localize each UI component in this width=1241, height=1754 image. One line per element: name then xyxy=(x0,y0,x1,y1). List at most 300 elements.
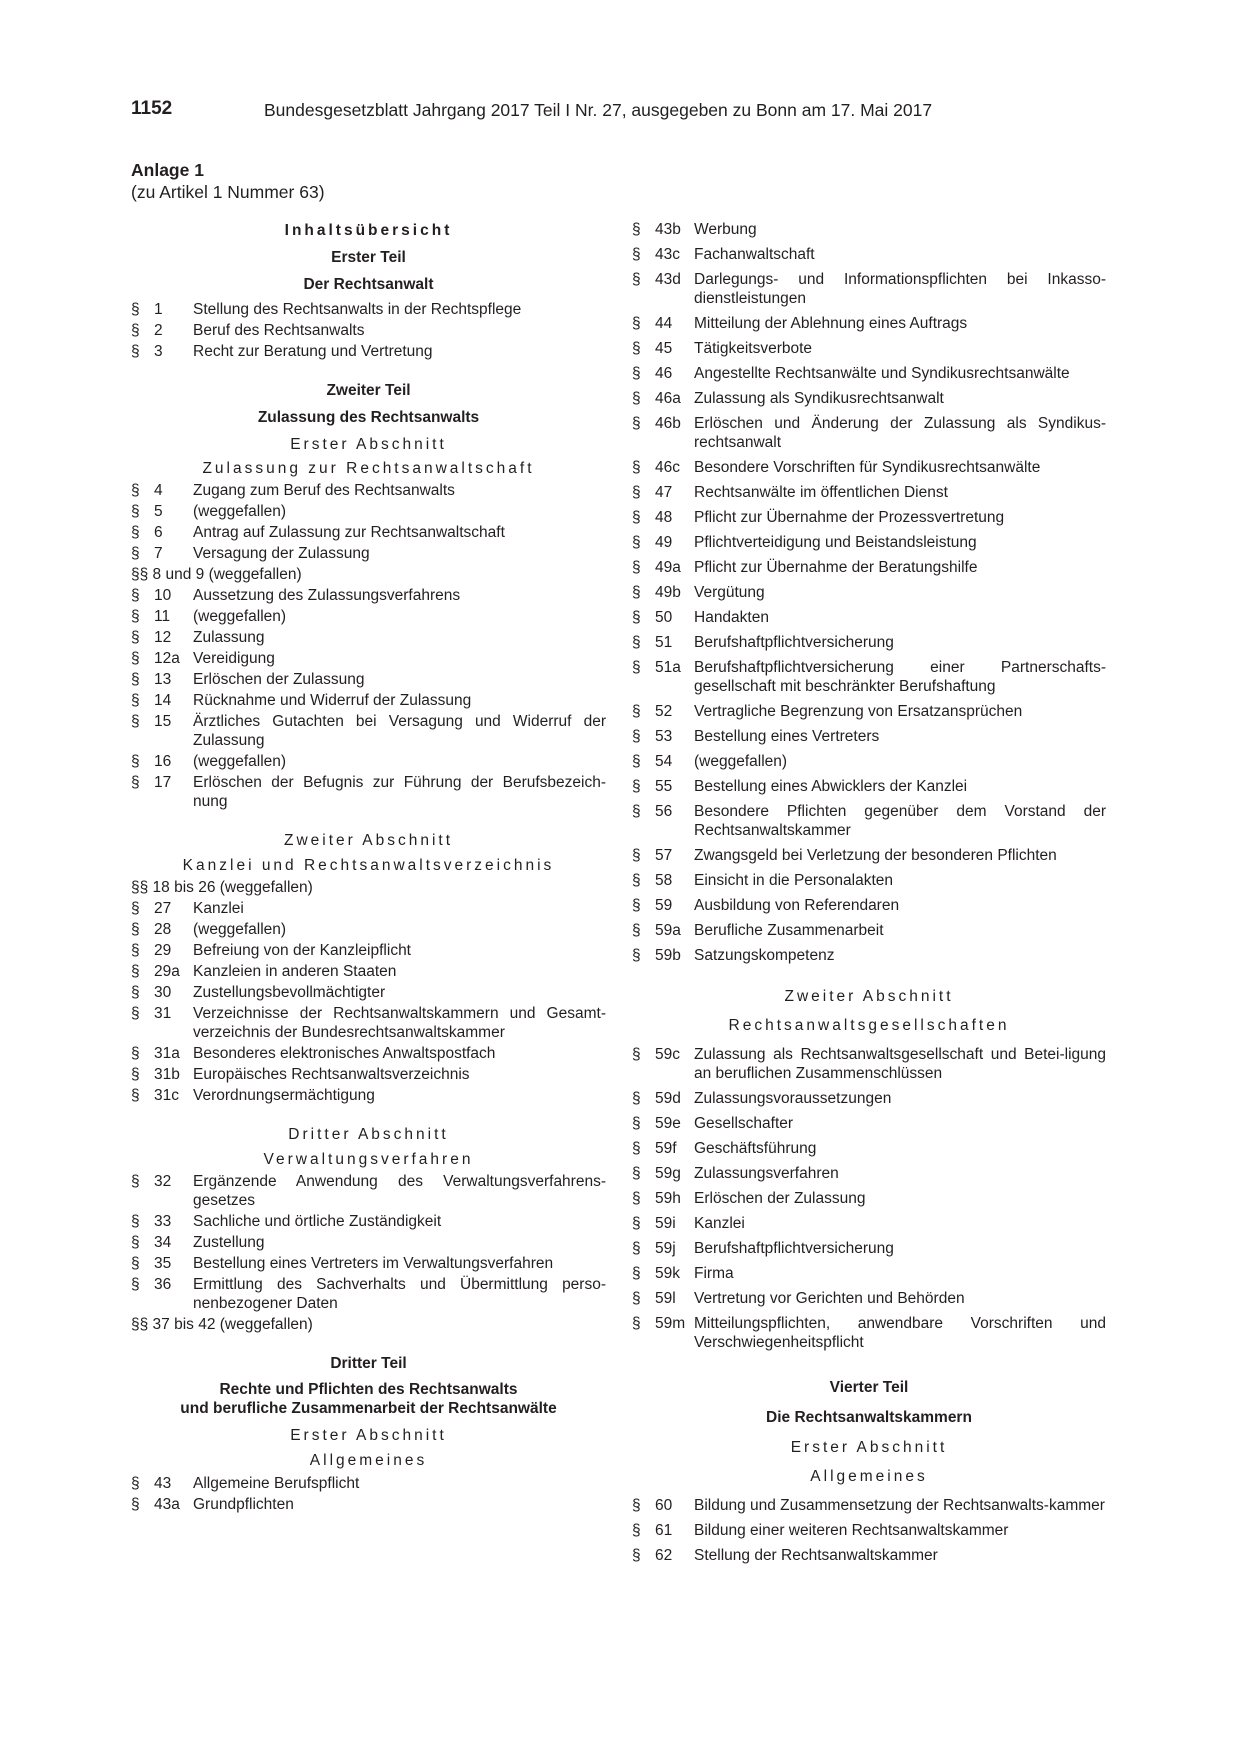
section-sign: § xyxy=(131,984,140,1001)
section-sign: § xyxy=(131,1045,140,1062)
section-title-text: Erlöschen der Zulassung xyxy=(694,1190,866,1207)
section-title-text: Pflicht zur Übernahme der Prozessvertretung xyxy=(694,509,1005,526)
toc-entry xyxy=(131,649,606,668)
section-number: 29a xyxy=(154,963,180,980)
toc-entry xyxy=(131,481,606,500)
section-sign: § xyxy=(632,1547,641,1564)
toc-entry xyxy=(131,1212,606,1231)
section-number: 60 xyxy=(655,1497,673,1514)
section-title-text: Rücknahme und Widerruf der Zulassung xyxy=(193,692,472,709)
section-sign: § xyxy=(131,629,140,646)
section-title: Kanzlei und Rechtsanwaltsverzeichnis xyxy=(182,857,555,874)
right-column xyxy=(632,221,1106,1565)
section-number: 61 xyxy=(655,1522,673,1539)
publication-header: Bundesgesetzblatt Jahrgang 2017 Teil I Nr. 27, ausgegeben zu Bonn am 17. Mai 2017 xyxy=(264,100,933,120)
toc-entry xyxy=(131,1474,606,1493)
section-number: 43b xyxy=(655,221,681,238)
section-title: Verwaltungsverfahren xyxy=(263,1151,474,1168)
section-sign: § xyxy=(632,1290,641,1307)
toc-entry xyxy=(632,1314,1106,1352)
section-title: Rechtsanwaltsgesellschaften xyxy=(728,1017,1010,1034)
toc-entry xyxy=(632,633,1106,652)
section-sign: § xyxy=(131,343,140,360)
section-title-text: Ermittlung des Sachverhalts und Übermittlung perso-nenbezogener Daten xyxy=(193,1276,606,1312)
section-sign: § xyxy=(632,1497,641,1514)
section-title-text: Berufshaftpflichtversicherung xyxy=(694,634,894,651)
section-title-text: Darlegungs- und Informationspflichten bei Inkasso-dienstleistungen xyxy=(694,271,1106,307)
toc-entry xyxy=(632,871,1106,890)
section-title-text: Mitteilung der Ablehnung eines Auftrags xyxy=(694,315,968,332)
section-sign: § xyxy=(632,1265,641,1282)
toc-entry xyxy=(632,483,1106,502)
part-title: Die Rechtsanwaltskammern xyxy=(766,1409,972,1426)
toc-entry xyxy=(131,920,606,939)
section-number: 10 xyxy=(154,587,172,604)
toc-entry xyxy=(632,364,1106,383)
toc-entry xyxy=(632,1264,1106,1283)
section-number: 45 xyxy=(655,340,673,357)
toc-entry xyxy=(632,1546,1106,1565)
section-title-text: Sachliche und örtliche Zuständigkeit xyxy=(193,1213,442,1230)
section-title-text: Bestellung eines Vertreters xyxy=(694,728,880,745)
section-number: 59m xyxy=(655,1315,686,1332)
section-title: Zulassung zur Rechtsanwaltschaft xyxy=(202,460,535,477)
section-title-text: Gesellschafter xyxy=(694,1115,794,1132)
section-title-text: Besonderes elektronisches Anwaltspostfach xyxy=(193,1045,496,1062)
section-number: 49 xyxy=(655,534,673,551)
section-sign: § xyxy=(632,509,641,526)
toc-entry xyxy=(131,1254,606,1273)
section-number: 36 xyxy=(154,1276,172,1293)
section-title-text: Erlöschen und Änderung der Zulassung als Syndikus-rechtsanwalt xyxy=(694,415,1106,451)
toc-entry xyxy=(632,458,1106,477)
section-sign: § xyxy=(632,315,641,332)
section-title-text: Vergütung xyxy=(694,584,765,601)
section-title-text: Bildung und Zusammensetzung der Rechtsanwalts-kammer xyxy=(694,1497,1105,1514)
section-sign: § xyxy=(131,753,140,770)
left-column xyxy=(131,221,606,1514)
section-number: 17 xyxy=(154,774,172,791)
toc-entry xyxy=(632,608,1106,627)
section-number: 5 xyxy=(154,503,163,520)
section-number: 43 xyxy=(154,1475,172,1492)
section-number: 3 xyxy=(154,343,163,360)
toc-entry xyxy=(632,1521,1106,1540)
section-title-text: (weggefallen) xyxy=(193,921,287,938)
section-title-text: Europäisches Rechtsanwaltsverzeichnis xyxy=(193,1066,470,1083)
section-title-text: (weggefallen) xyxy=(193,503,287,520)
section-title-text: Pflichtverteidigung und Beistandsleistung xyxy=(694,534,977,551)
section-sign: § xyxy=(131,963,140,980)
section-title-text: Vereidigung xyxy=(193,650,275,667)
toc-entry xyxy=(632,752,1106,771)
section-title-text: Satzungskompetenz xyxy=(694,947,835,964)
section-sign: § xyxy=(131,1276,140,1293)
toc-entry xyxy=(632,1289,1106,1308)
toc-entry xyxy=(131,523,606,542)
section-number: 53 xyxy=(655,728,673,745)
toc-entry xyxy=(632,558,1106,577)
toc-entry xyxy=(632,946,1106,965)
toc-entry xyxy=(632,1496,1106,1515)
section-title-text: Erlöschen der Befugnis zur Führung der Berufsbezeich-nung xyxy=(193,774,606,810)
section-number: 59c xyxy=(655,1046,680,1063)
section-title-text: Besondere Vorschriften für Syndikusrechtsanwälte xyxy=(694,459,1041,476)
section-number: 59j xyxy=(655,1240,676,1257)
section-title: Allgemeines xyxy=(810,1468,928,1485)
section-sign: § xyxy=(632,340,641,357)
section-label: Dritter Abschnitt xyxy=(288,1126,449,1143)
section-number: 33 xyxy=(154,1213,172,1230)
section-number: 56 xyxy=(655,803,673,820)
section-number: 32 xyxy=(154,1173,172,1190)
section-sign: § xyxy=(632,922,641,939)
section-number: 14 xyxy=(154,692,172,709)
section-title-text: Berufshaftpflichtversicherung einer Partnerschafts-gesellschaft mit beschränkter Berufshaftung xyxy=(694,659,1106,695)
section-title-text: Allgemeine Berufspflicht xyxy=(193,1475,360,1492)
section-sign: § xyxy=(131,301,140,318)
section-number: 7 xyxy=(154,545,163,562)
section-sign: § xyxy=(632,1522,641,1539)
section-label: Zweiter Abschnitt xyxy=(784,988,954,1005)
toc-entry: §§ 37 bis 42 (weggefallen) xyxy=(131,1316,313,1333)
toc-entry xyxy=(632,583,1106,602)
section-number: 52 xyxy=(655,703,673,720)
toc-entry xyxy=(632,777,1106,796)
toc-entry xyxy=(131,1065,606,1084)
section-sign: § xyxy=(632,1215,641,1232)
section-sign: § xyxy=(632,1240,641,1257)
section-sign: § xyxy=(632,1165,641,1182)
section-title-text: Angestellte Rechtsanwälte und Syndikusrechtsanwälte xyxy=(694,365,1070,382)
section-number: 59f xyxy=(655,1140,677,1157)
section-title-text: Mitteilungspflichten, anwendbare Vorschriften und Verschwiegenheitspflicht xyxy=(694,1315,1106,1351)
section-number: 2 xyxy=(154,322,163,339)
toc-entry xyxy=(632,702,1106,721)
section-number: 46b xyxy=(655,415,681,432)
section-title-text: Rechtsanwälte im öffentlichen Dienst xyxy=(694,484,948,501)
section-number: 28 xyxy=(154,921,172,938)
toc-entry: §§ 8 und 9 (weggefallen) xyxy=(131,566,302,583)
section-sign: § xyxy=(131,1066,140,1083)
section-sign: § xyxy=(632,1046,641,1063)
section-title-text: Zulassungsvoraussetzungen xyxy=(694,1090,892,1107)
toc-entry xyxy=(632,1139,1106,1158)
toc-entry xyxy=(632,339,1106,358)
section-number: 57 xyxy=(655,847,673,864)
entry-list xyxy=(131,1474,606,1514)
section-sign: § xyxy=(131,524,140,541)
section-sign: § xyxy=(632,703,641,720)
section-number: 34 xyxy=(154,1234,172,1251)
toc-entry xyxy=(632,1045,1106,1083)
entry-list xyxy=(131,1172,606,1334)
section-title-text: Kanzlei xyxy=(694,1215,745,1232)
toc-entry xyxy=(131,899,606,918)
section-sign: § xyxy=(131,774,140,791)
toc-entry xyxy=(632,1239,1106,1258)
section-number: 49b xyxy=(655,584,681,601)
section-number: 59b xyxy=(655,947,681,964)
section-number: 31 xyxy=(154,1005,172,1022)
section-number: 59 xyxy=(655,897,673,914)
toc-entry xyxy=(131,712,606,750)
section-title-text: Zustellung xyxy=(193,1234,265,1251)
section-title-text: Bestellung eines Abwicklers der Kanzlei xyxy=(694,778,968,795)
section-sign: § xyxy=(131,1173,140,1190)
toc-entry xyxy=(632,1089,1106,1108)
toc-entry xyxy=(131,586,606,605)
section-sign: § xyxy=(131,713,140,730)
anlage-title: Anlage 1 xyxy=(131,160,204,180)
entry-list xyxy=(632,1045,1106,1352)
section-number: 43a xyxy=(154,1496,180,1513)
section-title-text: Kanzlei xyxy=(193,900,244,917)
section-title-text: Erlöschen der Zulassung xyxy=(193,671,365,688)
section-sign: § xyxy=(131,608,140,625)
section-sign: § xyxy=(632,246,641,263)
section-number: 59d xyxy=(655,1090,681,1107)
section-sign: § xyxy=(632,1140,641,1157)
section-number: 12a xyxy=(154,650,180,667)
part-label: Dritter Teil xyxy=(330,1355,407,1372)
entry-list xyxy=(131,878,606,1105)
toc-entry: §§ 18 bis 26 (weggefallen) xyxy=(131,879,313,896)
section-number: 50 xyxy=(655,609,673,626)
section-title-text: Zustellungsbevollmächtigter xyxy=(193,984,386,1001)
toc-entry xyxy=(632,727,1106,746)
section-title: Allgemeines xyxy=(309,1452,428,1469)
toc-entry xyxy=(632,508,1106,527)
section-sign: § xyxy=(131,587,140,604)
section-number: 43c xyxy=(655,246,680,263)
section-title-text: Stellung des Rechtsanwalts in der Rechtspflege xyxy=(193,301,522,318)
toc-entry xyxy=(632,896,1106,915)
section-sign: § xyxy=(632,897,641,914)
section-title-text: Berufshaftpflichtversicherung xyxy=(694,1240,894,1257)
section-sign: § xyxy=(131,1255,140,1272)
page-number: 1152 xyxy=(131,98,173,119)
section-title-text: Ärztliches Gutachten bei Versagung und Widerruf der Zulassung xyxy=(193,713,606,749)
section-title-text: Befreiung von der Kanzleipflicht xyxy=(193,942,411,959)
section-sign: § xyxy=(632,221,641,238)
toc-entry xyxy=(131,962,606,981)
section-title-text: Pflicht zur Übernahme der Beratungshilfe xyxy=(694,559,978,576)
section-sign: § xyxy=(131,942,140,959)
section-title-text: Firma xyxy=(694,1265,734,1282)
section-number: 1 xyxy=(154,301,163,318)
section-title-text: Kanzleien in anderen Staaten xyxy=(193,963,397,980)
toc-entry xyxy=(131,1275,606,1313)
section-number: 49a xyxy=(655,559,681,576)
entry-list xyxy=(131,481,606,811)
section-number: 59i xyxy=(655,1215,676,1232)
toc-entry xyxy=(632,1164,1106,1183)
section-number: 59a xyxy=(655,922,681,939)
toc-entry xyxy=(131,1044,606,1063)
section-title-text: Ausbildung von Referendaren xyxy=(694,897,900,914)
section-number: 31b xyxy=(154,1066,180,1083)
section-title-text: (weggefallen) xyxy=(694,753,788,770)
toc-entry xyxy=(632,1114,1106,1133)
section-title-text: Werbung xyxy=(694,221,757,238)
section-sign: § xyxy=(131,1005,140,1022)
section-number: 47 xyxy=(655,484,673,501)
section-title-text: Antrag auf Zulassung zur Rechtsanwaltschaft xyxy=(193,524,505,541)
section-number: 44 xyxy=(655,315,673,332)
section-title-text: Zulassung xyxy=(193,629,265,646)
part-label: Zweiter Teil xyxy=(326,382,411,399)
section-title-text: Zugang zum Beruf des Rechtsanwalts xyxy=(193,482,455,499)
section-title-text: Bestellung eines Vertreters im Verwaltungsverfahren xyxy=(193,1255,554,1272)
toc-entry xyxy=(131,628,606,647)
section-title-text: Vertretung vor Gerichten und Behörden xyxy=(694,1290,965,1307)
toc-entry xyxy=(131,502,606,521)
toc-entry xyxy=(131,1004,606,1042)
section-sign: § xyxy=(131,671,140,688)
toc-entry xyxy=(131,1172,606,1210)
section-title-text: Besondere Pflichten gegenüber dem Vorstand der Rechtsanwaltskammer xyxy=(694,803,1106,839)
section-label: Zweiter Abschnitt xyxy=(283,832,454,849)
section-sign: § xyxy=(632,534,641,551)
toc-entry xyxy=(632,533,1106,552)
section-title-text: Recht zur Beratung und Vertretung xyxy=(193,343,433,360)
toc-entry xyxy=(632,245,1106,264)
entry-list xyxy=(632,1496,1106,1565)
toc-entry xyxy=(632,389,1106,408)
toc-entry xyxy=(131,544,606,563)
section-sign: § xyxy=(131,921,140,938)
section-sign: § xyxy=(131,1234,140,1251)
section-sign: § xyxy=(632,365,641,382)
section-sign: § xyxy=(632,584,641,601)
section-sign: § xyxy=(131,322,140,339)
entry-list xyxy=(131,300,606,361)
section-number: 55 xyxy=(655,778,673,795)
toc-entry xyxy=(131,691,606,710)
section-sign: § xyxy=(632,1115,641,1132)
section-sign: § xyxy=(131,482,140,499)
section-number: 59h xyxy=(655,1190,681,1207)
section-title-text: Geschäftsführung xyxy=(694,1140,817,1157)
section-sign: § xyxy=(632,609,641,626)
section-title-text: (weggefallen) xyxy=(193,753,287,770)
section-title-text: Zulassung als Rechtsanwaltsgesellschaft und Betei-ligung an beruflichen Zusammenschlüssen xyxy=(694,1046,1106,1082)
section-sign: § xyxy=(131,545,140,562)
section-sign: § xyxy=(632,484,641,501)
section-title-text: Tätigkeitsverbote xyxy=(694,340,813,357)
section-number: 43d xyxy=(655,271,681,288)
section-sign: § xyxy=(131,1496,140,1513)
part-label: Vierter Teil xyxy=(829,1379,909,1396)
section-sign: § xyxy=(632,415,641,432)
section-sign: § xyxy=(131,1475,140,1492)
section-title-text: Handakten xyxy=(694,609,769,626)
section-title-text: Zwangsgeld bei Verletzung der besonderen Pflichten xyxy=(694,847,1057,864)
part-title: Zulassung des Rechtsanwalts xyxy=(257,409,480,426)
section-number: 51a xyxy=(655,659,681,676)
toc-entry xyxy=(131,1233,606,1252)
toc-entry xyxy=(632,1189,1106,1208)
section-sign: § xyxy=(632,659,641,676)
part-title-line2: und berufliche Zusammenarbeit der Rechtsanwälte xyxy=(180,1400,557,1417)
section-sign: § xyxy=(632,271,641,288)
section-number: 13 xyxy=(154,671,172,688)
section-title-text: Stellung der Rechtsanwaltskammer xyxy=(694,1547,938,1564)
section-sign: § xyxy=(632,634,641,651)
toc-entry xyxy=(632,1214,1106,1233)
section-sign: § xyxy=(632,390,641,407)
section-number: 30 xyxy=(154,984,172,1001)
section-sign: § xyxy=(632,728,641,745)
toc-entry xyxy=(131,607,606,626)
toc-entry xyxy=(131,773,606,811)
toc-entry xyxy=(131,342,606,361)
section-sign: § xyxy=(632,1315,641,1332)
section-sign: § xyxy=(632,947,641,964)
toc-entry xyxy=(131,983,606,1002)
toc-entry xyxy=(131,670,606,689)
section-number: 31a xyxy=(154,1045,180,1062)
section-sign: § xyxy=(131,692,140,709)
section-number: 59g xyxy=(655,1165,681,1182)
section-number: 6 xyxy=(154,524,163,541)
section-sign: § xyxy=(131,1213,140,1230)
toc-entry xyxy=(131,1495,606,1514)
section-number: 46a xyxy=(655,390,681,407)
section-number: 29 xyxy=(154,942,172,959)
section-title-text: Fachanwaltschaft xyxy=(694,246,815,263)
section-title-text: Berufliche Zusammenarbeit xyxy=(694,922,884,939)
section-title-text: Zulassung als Syndikusrechtsanwalt xyxy=(694,390,944,407)
section-sign: § xyxy=(131,650,140,667)
section-title-text: Zulassungsverfahren xyxy=(694,1165,839,1182)
section-label: Erster Abschnitt xyxy=(290,1427,447,1444)
section-title-text: (weggefallen) xyxy=(193,608,287,625)
toc-heading: Inhaltsübersicht xyxy=(284,222,453,239)
section-title-text: Einsicht in die Personalakten xyxy=(694,872,894,889)
section-sign: § xyxy=(632,803,641,820)
section-title-text: Grundpflichten xyxy=(193,1496,294,1513)
toc-entry xyxy=(632,220,1106,239)
section-label: Erster Abschnitt xyxy=(290,436,447,453)
section-number: 48 xyxy=(655,509,673,526)
section-number: 4 xyxy=(154,482,163,499)
section-title-text: Bildung einer weiteren Rechtsanwaltskammer xyxy=(694,1522,1009,1539)
section-title-text: Verordnungsermächtigung xyxy=(193,1087,375,1104)
section-sign: § xyxy=(632,753,641,770)
part-title: Der Rechtsanwalt xyxy=(303,276,434,293)
section-number: 46 xyxy=(655,365,673,382)
section-number: 11 xyxy=(154,608,171,625)
part-label: Erster Teil xyxy=(331,249,406,266)
toc-entry xyxy=(131,941,606,960)
section-title-text: Beruf des Rechtsanwalts xyxy=(193,322,365,339)
section-number: 31c xyxy=(154,1087,179,1104)
section-sign: § xyxy=(131,900,140,917)
anlage-subtitle: (zu Artikel 1 Nummer 63) xyxy=(131,182,325,202)
section-title-text: Verzeichnisse der Rechtsanwaltskammern und Gesamt-verzeichnis der Bundesrechtsanwaltskammer xyxy=(193,1005,606,1041)
section-title-text: Aussetzung des Zulassungsverfahrens xyxy=(193,587,461,604)
section-title-text: Ergänzende Anwendung des Verwaltungsverfahrens-gesetzes xyxy=(193,1173,606,1209)
section-sign: § xyxy=(632,778,641,795)
toc-entry xyxy=(632,658,1106,696)
section-number: 54 xyxy=(655,753,673,770)
section-number: 12 xyxy=(154,629,172,646)
part-title: Rechte und Pflichten des Rechtsanwalts xyxy=(219,1381,518,1398)
toc-entry xyxy=(632,314,1106,333)
section-number: 16 xyxy=(154,753,172,770)
